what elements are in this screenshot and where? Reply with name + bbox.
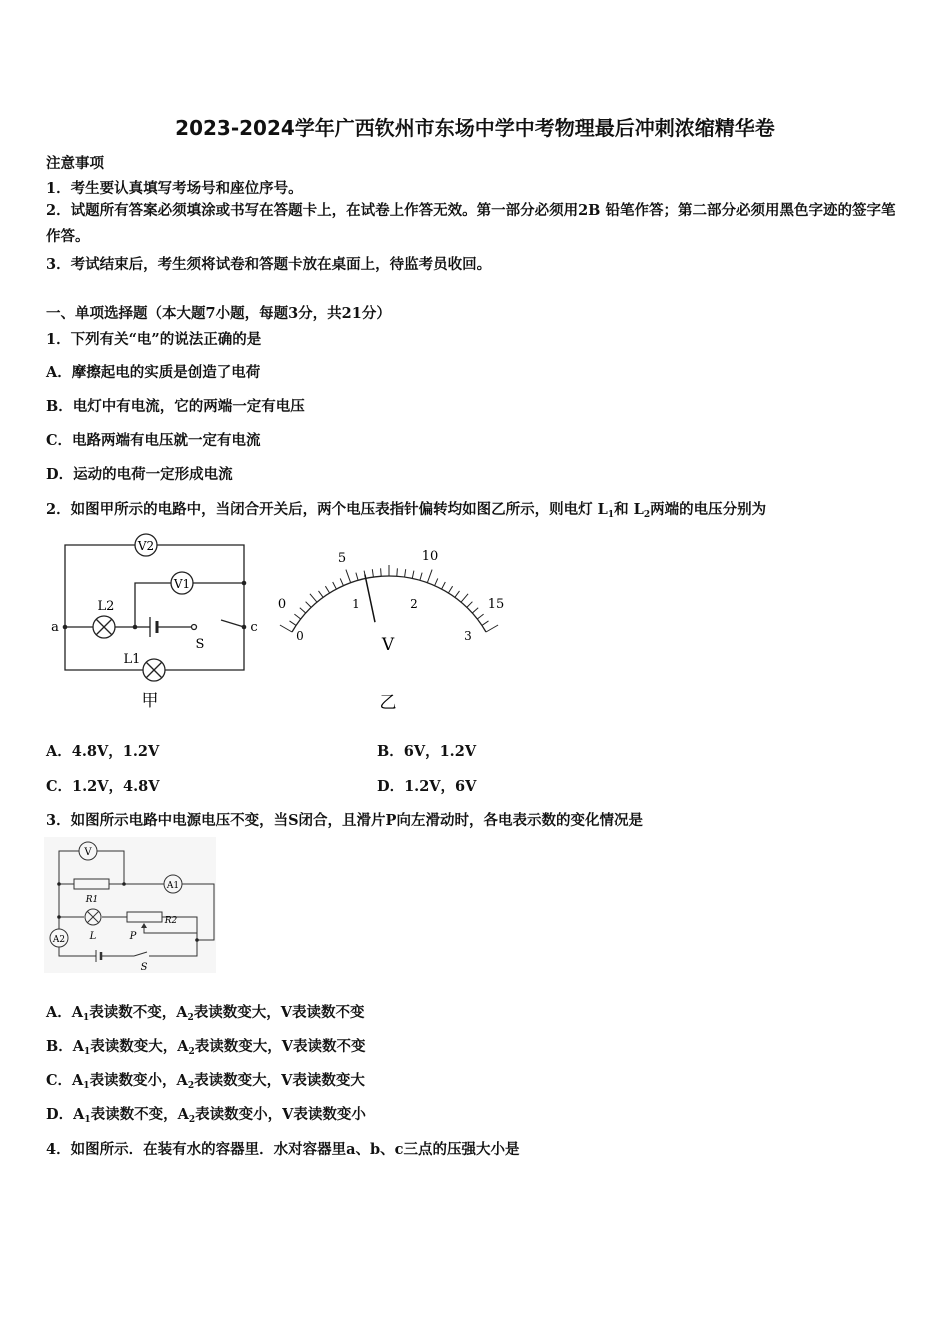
dial-tick <box>381 568 382 576</box>
dial-tick <box>448 586 452 593</box>
dial-tick <box>405 569 406 577</box>
dial-tick <box>319 591 324 598</box>
question-1-option-d: D．运动的电荷一定形成电流 <box>46 466 233 483</box>
notice-item: 2．试题所有答案必须填涂或书写在答题卡上，在试卷上作答无效。第一部分必须用2B 铅笔作答；第二部分必须用黑色字迹的签字笔作答。 <box>46 202 896 245</box>
question-2-option-c: C．1.2V，4.8V <box>46 778 160 795</box>
outer-tick-label: 10 <box>421 549 439 564</box>
question-1-option-a: A．摩擦起电的实质是创造了电荷 <box>46 364 261 381</box>
dial-tick <box>333 582 337 589</box>
circuit-diagram-jia <box>44 530 274 715</box>
dial-tick <box>412 571 414 579</box>
outer-tick-label: 0 <box>277 597 287 612</box>
q3-a2-label: A2 <box>52 935 66 945</box>
question-2-option-b: B．6V，1.2V <box>377 743 477 760</box>
needle <box>365 575 375 623</box>
dial-tick <box>472 608 478 613</box>
inner-tick-label: 0 <box>296 629 304 643</box>
q3-r2-label: R2 <box>164 916 178 926</box>
node-c-label: c <box>250 620 258 635</box>
question-3-option-d: D．$A_1$表读数不变，$A_2$表读数变小，V表读数变小 <box>46 1106 366 1125</box>
inner-tick-label: 2 <box>410 597 418 611</box>
question-1-option-b: B．电灯中有电流，它的两端一定有电压 <box>46 398 305 415</box>
unit-label: V <box>381 635 395 655</box>
q3-r1-label: R1 <box>85 895 99 905</box>
dial-tick <box>455 591 460 598</box>
dial-tick <box>306 602 312 608</box>
dial-tick <box>442 582 446 589</box>
dial-tick <box>477 614 483 619</box>
dial-tick <box>280 625 292 632</box>
dial-tick <box>310 594 317 602</box>
q3-p-label: P <box>129 931 137 942</box>
circuit-diagram-q3 <box>44 837 216 973</box>
dial-tick <box>325 586 329 593</box>
q3-s-label: S <box>140 962 148 973</box>
dial-tick <box>356 573 358 581</box>
dial-tick <box>427 570 432 583</box>
voltmeter-dial-yi <box>262 540 512 715</box>
section-heading: 一、单项选择题（本大题7小题，每题3分，共21分） <box>46 305 391 322</box>
inner-tick-label: 3 <box>464 629 472 643</box>
dial-tick <box>300 608 306 613</box>
dial-tick <box>461 594 468 602</box>
dial-tick <box>340 578 343 585</box>
question-2-option-a: A．4.8V，1.2V <box>46 743 160 760</box>
dial-tick <box>346 570 351 583</box>
notice-heading: 注意事项 <box>46 155 104 172</box>
v1-label: V1 <box>173 577 191 591</box>
notice-item: 3．考试结束后，考生须将试卷和答题卡放在桌面上，待监考员收回。 <box>46 256 492 273</box>
dial-tick <box>372 569 373 577</box>
question-3-option-b: B．$A_1$表读数变大，$A_2$表读数变大，V表读数不变 <box>46 1038 366 1057</box>
dial-tick <box>486 625 498 632</box>
dial-tick <box>420 573 422 581</box>
dial-tick <box>294 614 300 619</box>
question-3-stem: 3．如图所示电路中电源电压不变，当S闭合，且滑片P向左滑动时，各电表示数的变化情况是 <box>46 812 643 829</box>
dial-tick <box>290 621 297 626</box>
node-a-label: a <box>51 620 59 635</box>
q3-a1-label: A1 <box>166 881 180 891</box>
figure-caption-yi: 乙 <box>379 693 397 713</box>
dial-tick <box>467 602 473 608</box>
question-2-stem: 2．如图甲所示的电路中，当闭合开关后，两个电压表指针偏转均如图乙所示，则电灯 $L_1$和 $L_2$两端的电压分别为 <box>46 501 767 520</box>
switch-label: S <box>195 637 205 652</box>
dial-tick <box>435 578 438 585</box>
question-1-option-c: C．电路两端有电压就一定有电流 <box>46 432 261 449</box>
l2-label: L2 <box>97 599 115 614</box>
dial-tick <box>482 621 489 626</box>
question-2-option-d: D．1.2V，6V <box>377 778 477 795</box>
figure-caption-jia: 甲 <box>141 691 159 711</box>
l1-label: L1 <box>123 652 141 667</box>
outer-tick-label: 5 <box>337 551 347 566</box>
question-3-option-c: C．$A_1$表读数变小，$A_2$表读数变大，V表读数变大 <box>46 1072 365 1091</box>
q3-v-label: V <box>84 847 92 858</box>
outer-tick-label: 15 <box>487 597 505 612</box>
dial-tick <box>397 568 398 576</box>
inner-tick-label: 1 <box>352 597 360 611</box>
question-4-stem: 4．如图所示．在装有水的容器里．水对容器里a、b、c三点的压强大小是 <box>46 1141 520 1158</box>
question-1-stem: 1．下列有关“电”的说法正确的是 <box>46 331 262 348</box>
page-title: 2023-2024学年广西钦州市东场中学中考物理最后冲刺浓缩精华卷 <box>175 116 775 140</box>
q3-l-label: L <box>89 931 97 942</box>
v2-label: V2 <box>137 539 155 553</box>
question-3-option-a: A．$A_1$表读数不变，$A_2$表读数变大，V表读数不变 <box>46 1004 365 1023</box>
notice-item: 1．考生要认真填写考场号和座位序号。 <box>46 180 303 197</box>
